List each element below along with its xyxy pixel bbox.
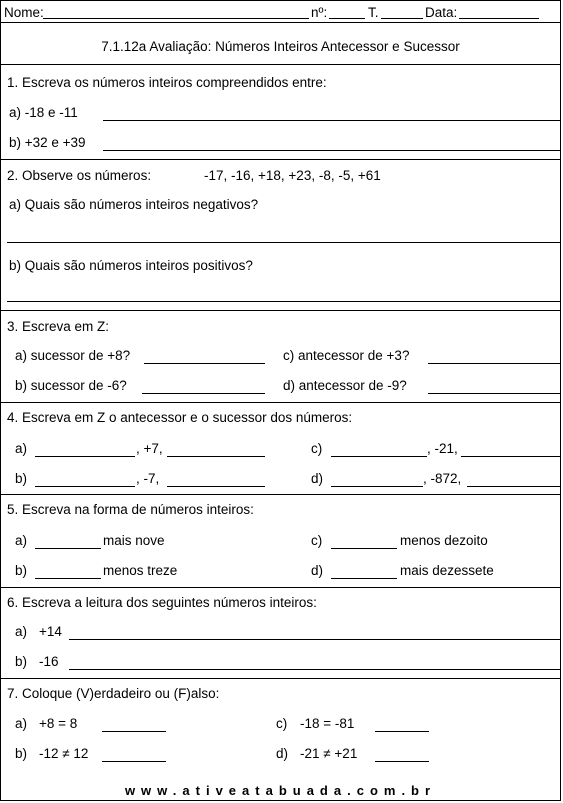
name-label: Nome: xyxy=(4,5,44,20)
q6-value-b: -16 xyxy=(39,654,59,669)
number-label: nº: xyxy=(311,5,328,20)
q7-title: 7. Coloque (V)erdadeiro ou (F)also: xyxy=(7,686,220,701)
q5-answer-c[interactable] xyxy=(331,548,397,549)
q5-text-b: menos treze xyxy=(103,563,178,578)
divider xyxy=(1,402,560,403)
q6-label-b: b) xyxy=(15,654,28,669)
q7-label-c: c) xyxy=(276,716,288,731)
divider xyxy=(1,587,560,588)
q7-answer-a[interactable] xyxy=(102,731,166,732)
page-title: 7.1.12a Avaliação: Números Inteiros Antecessor e Sucessor xyxy=(101,39,460,54)
q7-answer-d[interactable] xyxy=(375,761,429,762)
q4-antecessor-b[interactable] xyxy=(35,486,135,487)
q4-sucessor-b[interactable] xyxy=(167,486,265,487)
q3-answer-a[interactable] xyxy=(144,363,265,364)
q3-item-a: a) sucessor de +8? xyxy=(15,348,131,363)
q4-sucessor-d[interactable] xyxy=(467,486,560,487)
q4-label-a: a) xyxy=(15,441,28,456)
q4-antecessor-c[interactable] xyxy=(331,456,427,457)
q5-label-c: c) xyxy=(311,533,323,548)
q6-answer-b[interactable] xyxy=(69,669,560,670)
q3-item-d: d) antecessor de -9? xyxy=(283,378,407,393)
q5-label-d: d) xyxy=(311,563,324,578)
q5-title: 5. Escreva na forma de números inteiros: xyxy=(7,502,254,517)
q7-expr-c: -18 = -81 xyxy=(300,716,355,731)
date-field[interactable] xyxy=(459,18,539,19)
q5-answer-a[interactable] xyxy=(35,548,101,549)
q1-item-b: b) +32 e +39 xyxy=(9,135,86,150)
q1-title: 1. Escreva os números inteiros compreendidos entre: xyxy=(7,75,327,90)
divider xyxy=(1,310,560,311)
q5-label-b: b) xyxy=(15,563,28,578)
q3-answer-b[interactable] xyxy=(142,393,265,394)
divider xyxy=(1,494,560,495)
q2-answer-b[interactable] xyxy=(7,301,560,302)
q4-antecessor-a[interactable] xyxy=(35,456,135,457)
q4-value-c: , -21, xyxy=(427,441,458,456)
q3-title: 3. Escreva em Z: xyxy=(7,319,110,334)
q2-answer-a[interactable] xyxy=(7,242,560,243)
q2-item-a: a) Quais são números inteiros negativos? xyxy=(9,197,259,212)
q5-text-c: menos dezoito xyxy=(400,533,488,548)
q4-label-b: b) xyxy=(15,471,28,486)
q6-value-a: +14 xyxy=(39,624,62,639)
q1-item-a: a) -18 e -11 xyxy=(9,105,78,120)
q7-label-d: d) xyxy=(276,746,289,761)
header-divider xyxy=(1,22,560,23)
q7-label-b: b) xyxy=(15,746,28,761)
q5-text-d: mais dezessete xyxy=(400,563,494,578)
number-field[interactable] xyxy=(329,18,365,19)
q7-answer-b[interactable] xyxy=(102,761,166,762)
q7-expr-d: -21 ≠ +21 xyxy=(300,746,358,761)
q7-expr-a: +8 = 8 xyxy=(39,716,78,731)
q5-answer-b[interactable] xyxy=(35,578,101,579)
q4-value-d: , -872, xyxy=(423,471,462,486)
divider xyxy=(1,678,560,679)
q6-title: 6. Escreva a leitura dos seguintes números inteiros: xyxy=(7,595,317,610)
date-label: Data: xyxy=(425,5,458,20)
q3-answer-d[interactable] xyxy=(428,393,560,394)
q4-sucessor-c[interactable] xyxy=(461,456,560,457)
q2-title: 2. Observe os números: xyxy=(7,168,152,183)
q4-value-b: , -7, xyxy=(136,471,160,486)
q4-title: 4. Escreva em Z o antecessor e o sucessor dos números: xyxy=(7,410,353,425)
q1-answer-a[interactable] xyxy=(103,120,560,121)
q4-sucessor-a[interactable] xyxy=(167,456,265,457)
class-label: T. xyxy=(368,5,379,20)
q3-item-c: c) antecessor de +3? xyxy=(283,348,410,363)
q6-label-a: a) xyxy=(15,624,28,639)
divider xyxy=(1,159,560,160)
q5-label-a: a) xyxy=(15,533,28,548)
q2-numbers: -17, -16, +18, +23, -8, -5, +61 xyxy=(204,168,381,183)
q5-answer-d[interactable] xyxy=(331,578,397,579)
q1-answer-b[interactable] xyxy=(103,150,560,151)
q5-text-a: mais nove xyxy=(103,533,165,548)
q4-value-a: , +7, xyxy=(136,441,163,456)
class-field[interactable] xyxy=(381,18,423,19)
q7-expr-b: -12 ≠ 12 xyxy=(39,746,89,761)
name-field[interactable] xyxy=(43,18,309,19)
q4-antecessor-d[interactable] xyxy=(331,486,423,487)
q3-item-b: b) sucessor de -6? xyxy=(15,378,127,393)
divider xyxy=(1,64,560,65)
q4-label-c: c) xyxy=(311,441,323,456)
q7-answer-c[interactable] xyxy=(375,731,429,732)
q4-label-d: d) xyxy=(311,471,324,486)
q7-label-a: a) xyxy=(15,716,28,731)
q6-answer-a[interactable] xyxy=(69,639,560,640)
q2-item-b: b) Quais são números inteiros positivos? xyxy=(9,258,253,273)
q3-answer-c[interactable] xyxy=(428,363,560,364)
footer-site: www.ativeatabuada.com.br xyxy=(124,783,437,798)
